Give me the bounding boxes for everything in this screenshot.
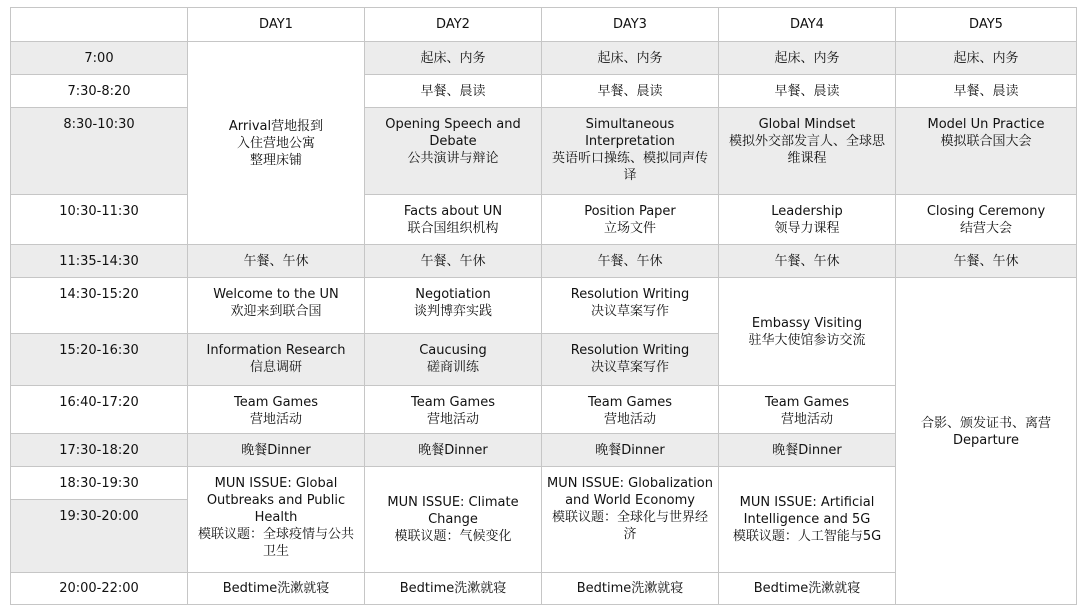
header-day2: DAY2 (365, 8, 542, 42)
day3-wake-cell: 起床、内务 (542, 42, 719, 75)
day2-speech-cell: Opening Speech and Debate 公共演讲与辩论 (365, 108, 542, 195)
day4-embassy-cell: Embassy Visiting 驻华大使馆参访交流 (719, 278, 896, 386)
day4-breakfast-cell: 早餐、晨读 (719, 75, 896, 108)
day4-games-cell: Team Games 营地活动 (719, 386, 896, 434)
time-cell: 14:30-15:20 (11, 278, 188, 334)
day3-lunch-cell: 午餐、午休 (542, 245, 719, 278)
day1-welcome-cell: Welcome to the UN 欢迎来到联合国 (188, 278, 365, 334)
time-cell: 17:30-18:20 (11, 434, 188, 467)
day4-leadership-cell: Leadership 领导力课程 (719, 195, 896, 245)
day2-dinner-cell: 晚餐Dinner (365, 434, 542, 467)
day5-wake-cell: 起床、内务 (896, 42, 1077, 75)
time-cell: 15:20-16:30 (11, 334, 188, 386)
day2-negotiation-cell: Negotiation 谈判博弈实践 (365, 278, 542, 334)
day5-practice-cell: Model Un Practice 模拟联合国大会 (896, 108, 1077, 195)
row-1030 (11, 195, 1077, 245)
day1-dinner-cell: 晚餐Dinner (188, 434, 365, 467)
day5-lunch-cell: 午餐、午休 (896, 245, 1077, 278)
row-0730 (11, 75, 1077, 108)
time-cell: 7:30-8:20 (11, 75, 188, 108)
header-row (11, 8, 1077, 42)
day2-wake-cell: 起床、内务 (365, 42, 542, 75)
day4-mindset-cell: Global Mindset 模拟外交部发言人、全球思维课程 (719, 108, 896, 195)
day3-bedtime-cell: Bedtime洗漱就寝 (542, 573, 719, 605)
day1-bedtime-cell: Bedtime洗漱就寝 (188, 573, 365, 605)
day1-issue-cell: MUN ISSUE: Global Outbreaks and Public Health 模联议题：全球疫情与公共卫生 (188, 467, 365, 573)
row-0700 (11, 42, 1077, 75)
day3-resolution-cell: Resolution Writing 决议草案写作 (542, 334, 719, 386)
time-cell: 7:00 (11, 42, 188, 75)
header-day4: DAY4 (719, 8, 896, 42)
day2-lunch-cell: 午餐、午休 (365, 245, 542, 278)
time-cell: 16:40-17:20 (11, 386, 188, 434)
day5-closing-cell: Closing Ceremony 结营大会 (896, 195, 1077, 245)
header-corner (11, 8, 188, 42)
day3-games-cell: Team Games 营地活动 (542, 386, 719, 434)
camp-schedule-table (10, 7, 1077, 605)
day2-bedtime-cell: Bedtime洗漱就寝 (365, 573, 542, 605)
day4-issue-cell: MUN ISSUE: Artificial Intelligence and 5G 模联议题：人工智能与5G (719, 467, 896, 573)
row-1430 (11, 278, 1077, 334)
day4-dinner-cell: 晚餐Dinner (719, 434, 896, 467)
day3-position-cell: Position Paper 立场文件 (542, 195, 719, 245)
day1-lunch-cell: 午餐、午休 (188, 245, 365, 278)
day1-games-cell: Team Games 营地活动 (188, 386, 365, 434)
row-0830 (11, 108, 1077, 195)
day4-bedtime-cell: Bedtime洗漱就寝 (719, 573, 896, 605)
day3-issue-cell: MUN ISSUE: Globalization and World Economy 模联议题：全球化与世界经济 (542, 467, 719, 573)
day4-lunch-cell: 午餐、午休 (719, 245, 896, 278)
day2-issue-cell: MUN ISSUE: Climate Change 模联议题：气候变化 (365, 467, 542, 573)
day3-interpretation-cell: Simultaneous Interpretation 英语听口操练、模拟同声传译 (542, 108, 719, 195)
day2-games-cell: Team Games 营地活动 (365, 386, 542, 434)
day5-departure-cell: 合影、颁发证书、离营 Departure (896, 278, 1077, 605)
header-day5: DAY5 (896, 8, 1077, 42)
time-cell: 11:35-14:30 (11, 245, 188, 278)
time-cell: 20:00-22:00 (11, 573, 188, 605)
day4-wake-cell: 起床、内务 (719, 42, 896, 75)
day2-facts-cell: Facts about UN 联合国组织机构 (365, 195, 542, 245)
time-cell: 19:30-20:00 (11, 500, 188, 573)
day2-caucusing-cell: Caucusing 磋商训练 (365, 334, 542, 386)
header-day1: DAY1 (188, 8, 365, 42)
time-cell: 8:30-10:30 (11, 108, 188, 195)
time-cell: 10:30-11:30 (11, 195, 188, 245)
day3-breakfast-cell: 早餐、晨读 (542, 75, 719, 108)
day1-arrival-cell: Arrival营地报到 入住营地公寓 整理床铺 (188, 42, 365, 245)
day1-research-cell: Information Research 信息调研 (188, 334, 365, 386)
row-1135 (11, 245, 1077, 278)
day5-breakfast-cell: 早餐、晨读 (896, 75, 1077, 108)
day2-breakfast-cell: 早餐、晨读 (365, 75, 542, 108)
day3-dinner-cell: 晚餐Dinner (542, 434, 719, 467)
time-cell: 18:30-19:30 (11, 467, 188, 500)
day3-resolution-cell: Resolution Writing 决议草案写作 (542, 278, 719, 334)
header-day3: DAY3 (542, 8, 719, 42)
